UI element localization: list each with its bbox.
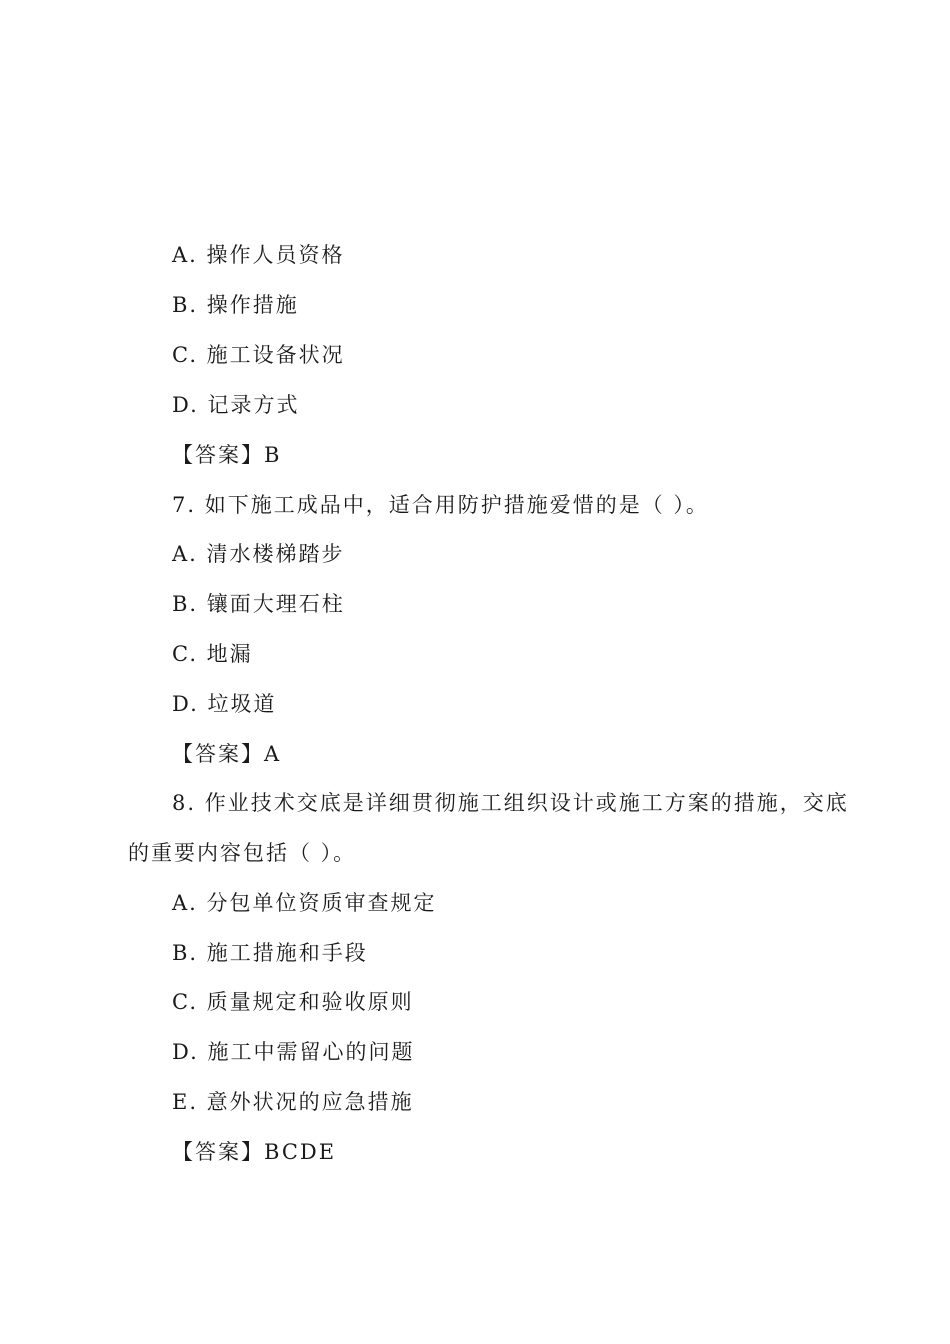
- q8-question-line2: 的重要内容包括（ ）。: [128, 841, 357, 865]
- q7-option-b: B. 镶面大理石柱: [172, 592, 345, 616]
- q7-question: 7. 如下施工成品中，适合用防护措施爱惜的是（ ）。: [172, 493, 709, 517]
- q6-option-a: A. 操作人员资格: [172, 243, 345, 267]
- q6-option-b: B. 操作措施: [172, 293, 299, 317]
- q8-option-c: C. 质量规定和验收原则: [172, 990, 414, 1014]
- q7-answer: 【答案】A: [172, 742, 282, 766]
- q7-option-a: A. 清水楼梯踏步: [172, 542, 345, 566]
- q8-option-b: B. 施工措施和手段: [172, 941, 368, 965]
- q8-question-line1: 8. 作业技术交底是详细贯彻施工组织设计或施工方案的措施，交底: [172, 791, 849, 815]
- q8-option-a: A. 分包单位资质审查规定: [172, 891, 437, 915]
- q8-answer: 【答案】BCDE: [172, 1140, 337, 1164]
- q6-answer: 【答案】B: [172, 443, 282, 467]
- q6-option-d: D. 记录方式: [172, 393, 300, 417]
- q6-option-c: C. 施工设备状况: [172, 343, 345, 367]
- q8-option-e: E. 意外状况的应急措施: [172, 1090, 414, 1114]
- q7-option-d: D. 垃圾道: [172, 692, 277, 716]
- q7-option-c: C. 地漏: [172, 642, 253, 666]
- q8-option-d: D. 施工中需留心的问题: [172, 1040, 415, 1064]
